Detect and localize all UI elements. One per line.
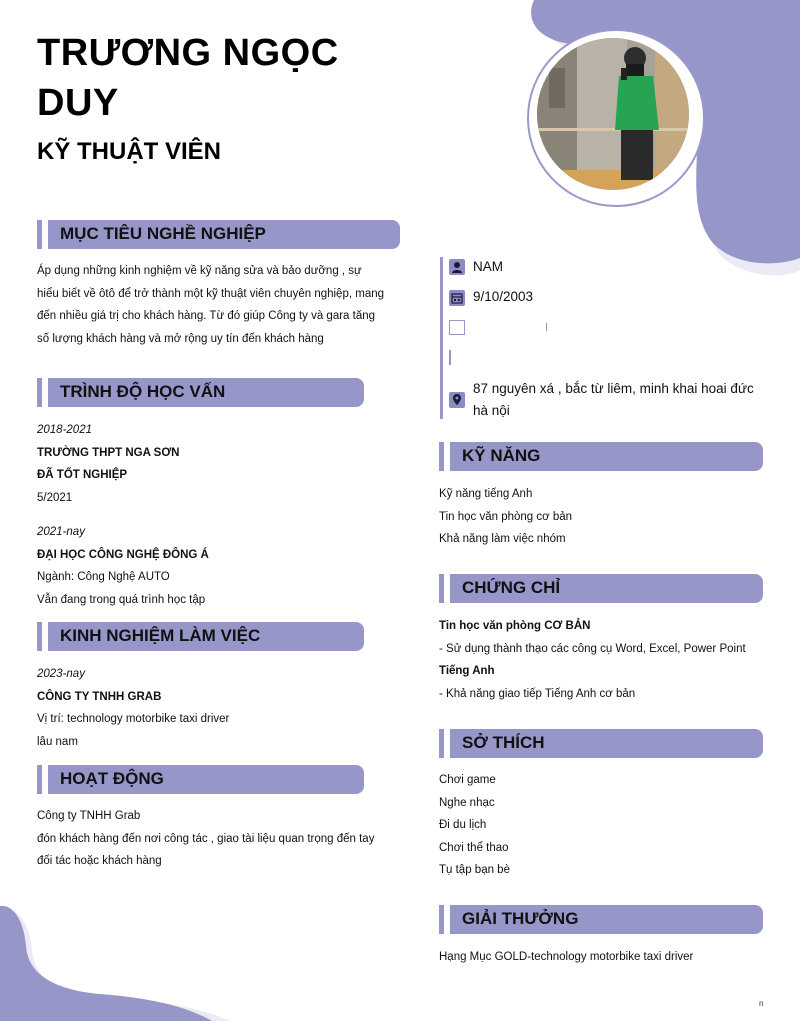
name-line-1: TRƯƠNG NGỌC <box>37 32 339 74</box>
hobby-item: Chơi game <box>439 774 496 786</box>
education-date: 5/2021 <box>37 491 73 504</box>
skill-item: Tin học văn phòng cơ bản <box>439 510 573 523</box>
education-heading: TRÌNH ĐỘ HỌC VẤN <box>37 378 364 407</box>
education-major: Ngành: Công Nghệ AUTO <box>37 571 170 583</box>
hobby-item: Đi du lịch <box>439 819 487 831</box>
skill-item: Kỹ năng tiếng Anh <box>439 488 533 500</box>
education-period: 2018-2021 <box>37 424 92 436</box>
address-line-1: 87 nguyên xá , bắc từ liêm, minh khai hoai đức <box>473 381 754 396</box>
address-line-2: hà nội <box>473 403 510 418</box>
certificate-title: Tiếng Anh <box>439 665 495 677</box>
hobbies-list <box>439 769 769 882</box>
empty-field-mark <box>546 323 547 331</box>
award-item: Hạng Mục GOLD-technology motorbike taxi driver <box>439 951 694 963</box>
empty-field-box <box>449 320 465 335</box>
activities-heading: HOẠT ĐỘNG <box>37 765 364 794</box>
education-entry <box>37 521 407 611</box>
bottom-left-decor-blob <box>0 900 260 1021</box>
objective-line: Áp dụng những kinh nghiệm về kỹ năng sửa và bảo dưỡng , sự <box>37 265 362 277</box>
certificate-desc: - Sử dụng thành thạo các công cụ Word, Excel, Power Point <box>439 642 746 655</box>
education-status: Vẫn đang trong quá trình học tập <box>37 593 206 606</box>
experience-heading: KINH NGHIỆM LÀM VIỆC <box>37 622 364 651</box>
education-period: 2021-nay <box>37 526 85 538</box>
awards-heading: GIẢI THƯỞNG <box>439 905 763 934</box>
name-line-2: DUY <box>37 82 119 124</box>
activities-org: Công ty TNHH Grab <box>37 810 141 822</box>
experience-position: Vị trí: technology motorbike taxi driver <box>37 713 230 725</box>
person-icon <box>449 259 465 275</box>
empty-field-box <box>449 350 451 365</box>
candidate-name <box>37 28 367 128</box>
hobby-item: Nghe nhạc <box>439 796 495 809</box>
objective-line: số lượng khách hàng và mở rộng uy tín đến khách hàng <box>37 332 324 345</box>
education-status: ĐÃ TỐT NGHIỆP <box>37 469 128 481</box>
awards-list <box>439 946 779 969</box>
objective-line: đến nhiều giá trị cho khách hàng. Từ đó giúp Công ty và gara tăng <box>37 310 376 322</box>
info-rail <box>440 257 443 419</box>
certificate-title: Tin học văn phòng CƠ BẢN <box>439 620 591 632</box>
objective-text <box>37 260 407 350</box>
skills-heading: KỸ NĂNG <box>439 442 763 471</box>
profile-photo <box>537 38 689 190</box>
experience-company: CÔNG TY TNHH GRAB <box>37 690 162 703</box>
skill-item: Khả năng làm việc nhóm <box>439 533 566 545</box>
certificate-desc: - Khả năng giao tiếp Tiếng Anh cơ bản <box>439 687 636 700</box>
activities-line: đối tác hoặc khách hàng <box>37 855 162 867</box>
calendar-icon <box>449 290 465 306</box>
dob-value: 9/10/2003 <box>473 289 534 304</box>
experience-period: 2023-nay <box>37 668 85 680</box>
job-title: KỸ THUẬT VIÊN <box>37 138 222 165</box>
objective-line: hiểu biết về ôtô để trở thành một kỹ thuật viên chuyên nghiệp, mang <box>37 287 385 300</box>
experience-note: lâu nam <box>37 735 78 748</box>
activities-entry <box>37 805 407 873</box>
certificates-list <box>439 615 779 705</box>
hobby-item: Chơi thể thao <box>439 841 509 854</box>
hobby-item: Tụ tập bạn bè <box>439 864 510 876</box>
education-entry <box>37 419 407 509</box>
address-value <box>473 378 773 422</box>
activities-line: đón khách hàng đến nơi công tác , giao tài liệu quan trọng đến tay <box>37 832 375 845</box>
skills-list <box>439 483 769 551</box>
education-school: TRƯỜNG THPT NGA SƠN <box>37 446 180 459</box>
education-school: ĐẠI HỌC CÔNG NGHỆ ĐÔNG Á <box>37 548 209 561</box>
gender-value: NAM <box>473 259 503 274</box>
location-pin-icon <box>449 392 465 408</box>
experience-entry <box>37 663 407 753</box>
page-number: n <box>759 999 764 1008</box>
certificates-heading: CHỨNG CHỈ <box>439 574 763 603</box>
objective-heading: MỤC TIÊU NGHỀ NGHIỆP <box>37 220 400 249</box>
hobbies-heading: SỞ THÍCH <box>439 729 763 758</box>
